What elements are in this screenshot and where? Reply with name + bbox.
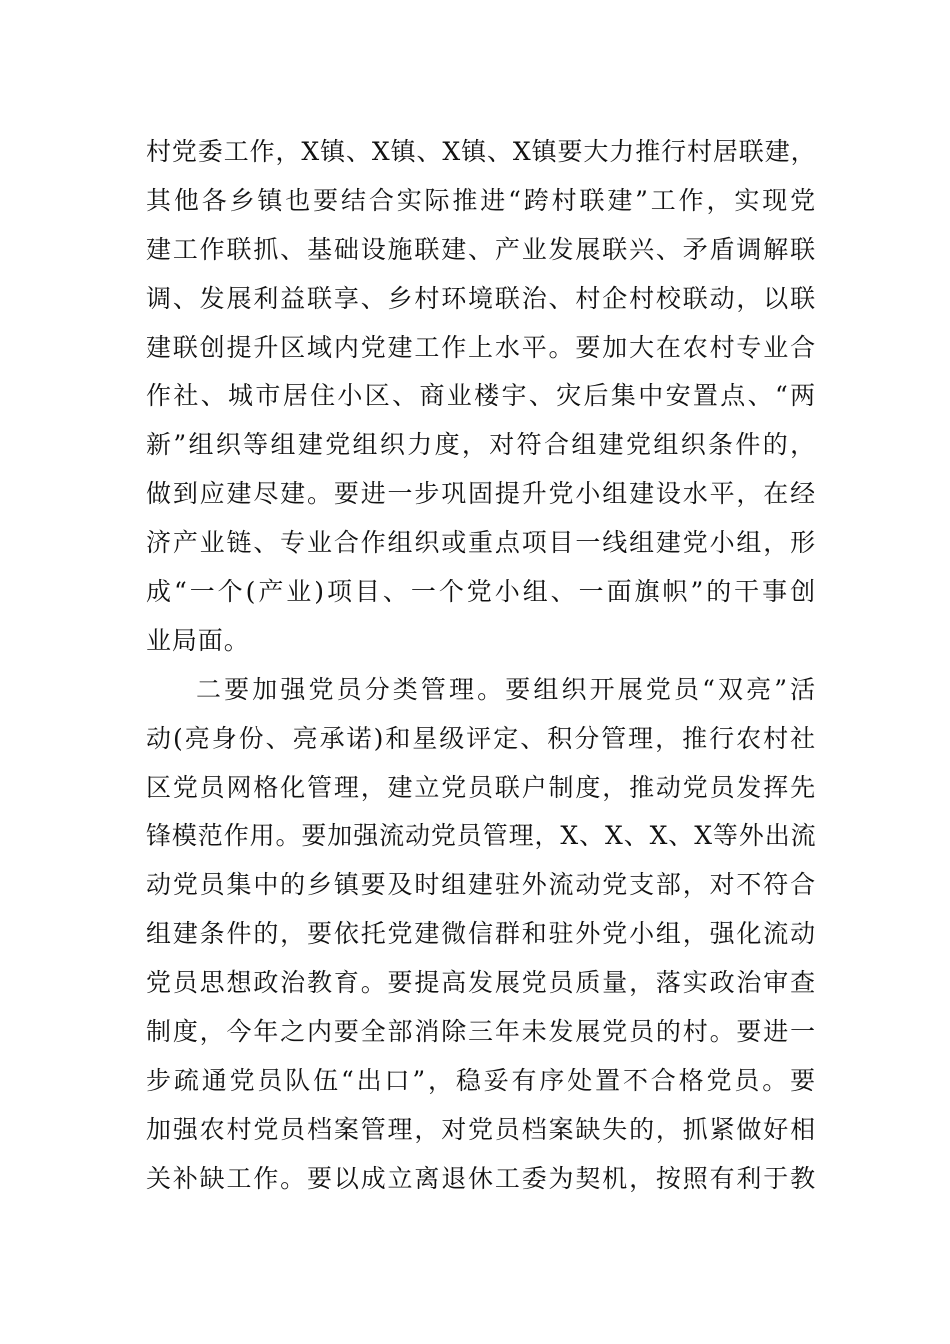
text-line: 组建条件的，要依托党建微信群和驻外党小组，强化流动	[146, 919, 816, 949]
text-line: 区党员网格化管理，建立党员联户制度，推动党员发挥先	[146, 772, 816, 802]
text-line: 锋模范作用。要加强流动党员管理，X、X、X、X等外出流	[146, 821, 817, 851]
text-line: 建工作联抓、基础设施联建、产业发展联兴、矛盾调解联	[146, 234, 816, 264]
text-line: 建联创提升区域内党建工作上水平。要加大在农村专业合	[146, 332, 816, 362]
body-text	[146, 128, 816, 1204]
text-line: 做到应建尽建。要进一步巩固提升党小组建设水平，在经	[146, 479, 816, 509]
text-line: 关补缺工作。要以成立离退休工委为契机，按照有利于教	[146, 1163, 816, 1193]
text-line: 村党委工作，X镇、X镇、X镇、X镇要大力推行村居联建，	[146, 137, 817, 166]
text-line: 制度，今年之内要全部消除三年未发展党员的村。要进一	[146, 1017, 816, 1047]
text-line: 步疏通党员队伍“出口”，稳妥有序处置不合格党员。要	[146, 1065, 816, 1095]
text-line: 成“一个(产业)项目、一个党小组、一面旗帜”的干事创	[146, 577, 816, 607]
text-line: 调、发展利益联享、乡村环境联治、村企村校联动，以联	[146, 283, 816, 313]
text-line: 业局面。	[146, 625, 250, 655]
text-line: 动党员集中的乡镇要及时组建驻外流动党支部，对不符合	[146, 870, 816, 900]
text-line: 党员思想政治教育。要提高发展党员质量，落实政治审查	[146, 968, 816, 998]
text-line: 作社、城市居住小区、商业楼宇、灾后集中安置点、“两	[146, 381, 816, 411]
text-line: 新”组织等组建党组织力度，对符合组建党组织条件的，	[146, 430, 816, 460]
text-line: 二要加强党员分类管理。要组织开展党员“双亮”活	[196, 674, 816, 704]
text-line: 其他各乡镇也要结合实际推进“跨村联建”工作，实现党	[146, 185, 816, 215]
text-line: 动(亮身份、亮承诺)和星级评定、积分管理，推行农村社	[146, 723, 816, 753]
text-line: 济产业链、专业合作组织或重点项目一线组建党小组，形	[146, 528, 816, 558]
text-line: 加强农村党员档案管理，对党员档案缺失的，抓紧做好相	[146, 1114, 816, 1144]
